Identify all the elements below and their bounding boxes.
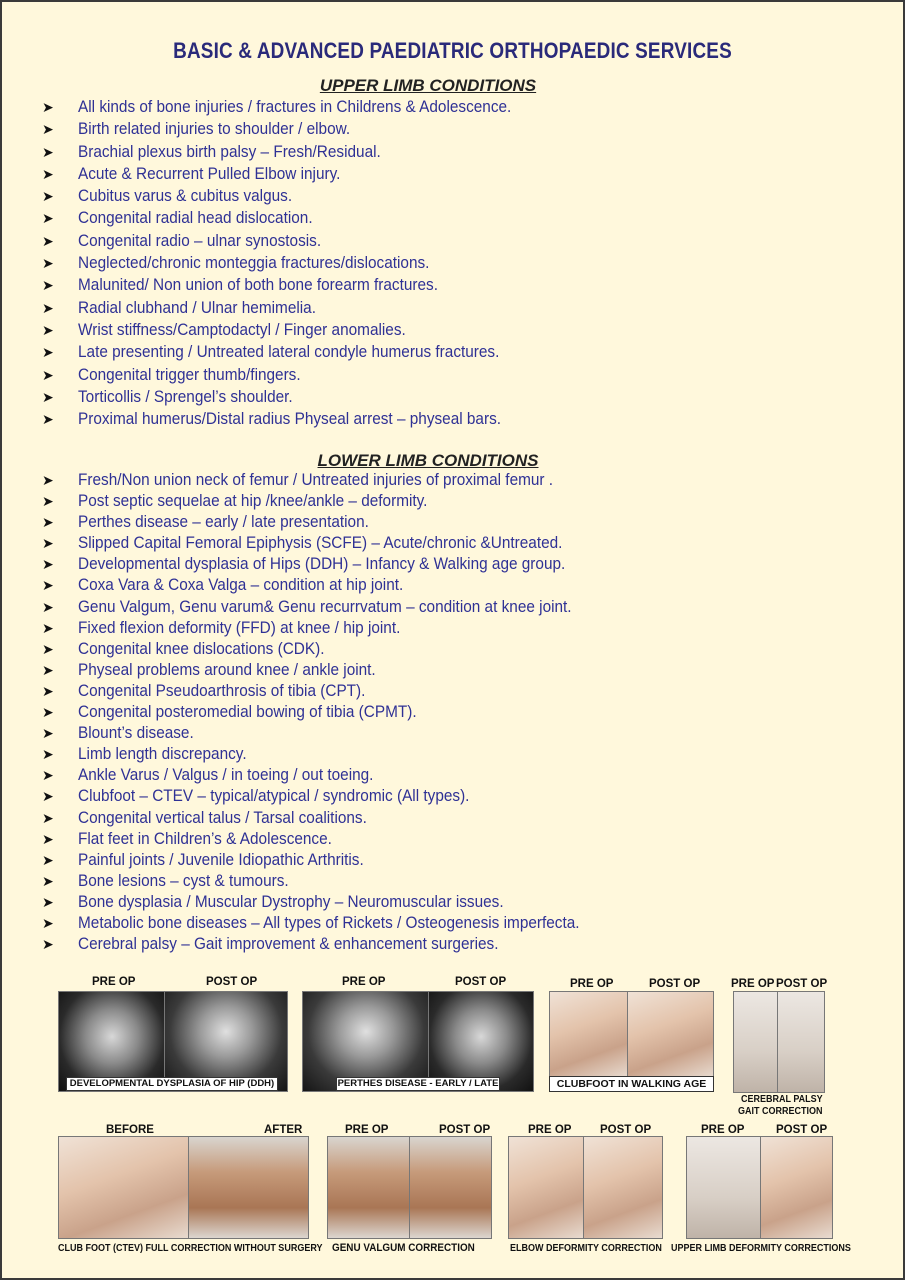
arrow-bullet-icon: ➤ [42,936,54,953]
upper-limb-item [42,274,544,296]
upper-limb-post-op-photo [760,1136,833,1239]
upper-limb-list [42,96,544,430]
ddh-pre-op-label: PRE OP [92,976,136,988]
upper-limb-item-text: Proximal humerus/Distal radius Physeal arrest – physeal bars. [78,410,502,429]
lower-limb-item-text: Ankle Varus / Valgus / in toeing / out toeing. [78,766,374,785]
ddh-post-op-label: POST OP [206,976,258,988]
genu-pre-op-photo [327,1136,411,1239]
elbow-caption: ELBOW DEFORMITY CORRECTION [510,1243,662,1254]
lower-limb-item [42,575,617,596]
lower-limb-item [42,892,617,913]
arrow-bullet-icon: ➤ [42,746,54,763]
arrow-bullet-icon: ➤ [42,661,54,678]
lower-limb-item-text: Bone lesions – cyst & tumours. [78,871,289,890]
upper-limb-item [42,207,544,229]
upper-limb-item-text: Neglected/chronic monteggia fractures/dislocations. [78,254,430,273]
arrow-bullet-icon: ➤ [42,809,54,826]
cp-post-op-photo [777,991,825,1093]
arrow-bullet-icon: ➤ [42,299,54,316]
ctev-before-label: BEFORE [106,1124,154,1136]
arrow-bullet-icon: ➤ [42,535,54,552]
lower-limb-item [42,491,617,512]
lower-limb-item-text: Physeal problems around knee / ankle joint. [78,660,376,679]
upper-limb-item-text: Congenital trigger thumb/fingers. [78,365,301,384]
lower-limb-item-text: Metabolic bone diseases – All types of Rickets / Osteogenesis imperfecta. [78,913,580,932]
upper-limb-item-text: Acute & Recurrent Pulled Elbow injury. [78,164,341,183]
upper-limb-item-text: Late presenting / Untreated lateral condyle humerus fractures. [78,343,500,362]
lower-limb-item-text: Coxa Vara & Coxa Valga – condition at hip joint. [78,576,404,595]
arrow-bullet-icon: ➤ [42,210,54,227]
upper-limb-item-text: Cubitus varus & cubitus valgus. [78,187,293,206]
arrow-bullet-icon: ➤ [42,143,54,160]
lower-limb-item-text: Fresh/Non union neck of femur / Untreated injuries of proximal femur . [78,471,554,489]
upper-limb-item-text: Radial clubhand / Ulnar hemimelia. [78,298,316,317]
genu-pre-op-label: PRE OP [345,1124,389,1136]
ctev-before-photo [58,1136,190,1239]
upper-limb-item [42,185,544,207]
lower-limb-item-text: Post septic sequelae at hip /knee/ankle – deformity. [78,492,428,511]
lower-limb-item-text: Bone dysplasia / Muscular Dystrophy – Neuromuscular issues. [78,892,504,911]
lower-limb-item [42,871,617,892]
upper-limb-item [42,341,544,363]
upper-limb-post-op-label: POST OP [776,1124,828,1136]
elbow-post-op-label: POST OP [600,1124,652,1136]
lower-limb-item-text: Fixed flexion deformity (FFD) at knee / hip joint. [78,618,401,637]
arrow-bullet-icon: ➤ [42,165,54,182]
arrow-bullet-icon: ➤ [42,232,54,249]
upper-limb-item [42,408,544,430]
lower-limb-item-text: Cerebral palsy – Gait improvement & enhancement surgeries. [78,935,499,954]
arrow-bullet-icon: ➤ [42,619,54,636]
upper-limb-item-text: Brachial plexus birth palsy – Fresh/Residual. [78,142,381,161]
upper-limb-item [42,297,544,319]
lower-limb-item [42,723,617,744]
lower-limb-item-text: Congenital posteromedial bowing of tibia (CPMT). [78,703,417,722]
upper-limb-item [42,230,544,252]
lower-limb-item [42,512,617,533]
lower-limb-item [42,639,617,660]
lower-limb-item [42,702,617,723]
upper-limb-item-text: Congenital radial head dislocation. [78,209,313,228]
upper-limb-item [42,163,544,185]
lower-limb-heading: LOWER LIMB CONDITIONS [317,451,539,470]
arrow-bullet-icon: ➤ [42,788,54,805]
upper-limb-heading: UPPER LIMB CONDITIONS [319,76,537,95]
clubfoot-walking-caption: CLUBFOOT IN WALKING AGE [549,1076,714,1092]
lower-limb-item-text: Blount’s disease. [78,724,194,743]
arrow-bullet-icon: ➤ [42,556,54,573]
lower-limb-item [42,554,617,575]
cp-pre-op-photo [733,991,779,1093]
upper-limb-item-text: Congenital radio – ulnar synostosis. [78,231,322,250]
cp-caption-line1: CEREBRAL PALSY [741,1094,823,1105]
upper-limb-item [42,386,544,408]
lower-limb-item-text: Flat feet in Children’s & Adolescence. [78,829,332,848]
ctev-after-label: AFTER [264,1124,303,1136]
genu-post-op-photo [409,1136,492,1239]
perthes-pre-op-label: PRE OP [342,976,386,988]
genu-caption: GENU VALGUM CORRECTION [332,1242,475,1254]
lower-limb-item-text: Genu Valgum, Genu varum& Genu recurrvatum – condition at knee joint. [78,597,572,616]
perthes-post-op-label: POST OP [455,976,507,988]
genu-post-op-label: POST OP [439,1124,491,1136]
upper-limb-item [42,141,544,163]
arrow-bullet-icon: ➤ [42,640,54,657]
lower-limb-item-text: Congenital vertical talus / Tarsal coalitions. [78,808,367,827]
clubfoot-pre-op-photo [549,991,629,1078]
arrow-bullet-icon: ➤ [42,121,54,138]
upper-limb-item-text: Torticollis / Sprengel’s shoulder. [78,387,293,406]
arrow-bullet-icon: ➤ [42,830,54,847]
cp-caption-line2: GAIT CORRECTION [738,1106,823,1117]
arrow-bullet-icon: ➤ [42,598,54,615]
arrow-bullet-icon: ➤ [42,872,54,889]
lower-limb-item-text: Painful joints / Juvenile Idiopathic Arthritis. [78,850,364,869]
arrow-bullet-icon: ➤ [42,277,54,294]
arrow-bullet-icon: ➤ [42,893,54,910]
upper-limb-item [42,364,544,386]
lower-limb-item [42,470,617,491]
arrow-bullet-icon: ➤ [42,366,54,383]
lower-limb-item [42,533,617,554]
lower-limb-item [42,618,617,639]
upper-limb-item-text: Malunited/ Non union of both bone forearm fractures. [78,276,438,295]
arrow-bullet-icon: ➤ [42,851,54,868]
lower-limb-item-text: Limb length discrepancy. [78,745,247,764]
lower-limb-item-text: Perthes disease – early / late presentation. [78,513,369,532]
lower-limb-item [42,808,617,829]
elbow-post-op-photo [583,1136,663,1239]
ddh-caption: DEVELOPMENTAL DYSPLASIA OF HIP (DDH) [66,1077,278,1091]
upper-limb-caption: UPPER LIMB DEFORMITY CORRECTIONS [671,1243,851,1254]
upper-limb-item-text: Wrist stiffness/Camptodactyl / Finger anomalies. [78,320,406,339]
arrow-bullet-icon: ➤ [42,344,54,361]
upper-limb-item [42,118,544,140]
arrow-bullet-icon: ➤ [42,682,54,699]
elbow-pre-op-label: PRE OP [528,1124,572,1136]
clubfoot-pre-op-label: PRE OP [570,978,614,990]
page-title: BASIC & ADVANCED PAEDIATRIC ORTHOPAEDIC SERVICES [173,38,732,63]
lower-limb-item [42,765,617,786]
lower-limb-item [42,660,617,681]
upper-limb-item [42,96,544,118]
arrow-bullet-icon: ➤ [42,472,54,488]
ctev-after-photo [188,1136,309,1239]
lower-limb-item-text: Developmental dysplasia of Hips (DDH) – Infancy & Walking age group. [78,555,566,574]
perthes-caption: PERTHES DISEASE - EARLY / LATE [337,1078,499,1089]
lower-limb-list [42,470,617,955]
arrow-bullet-icon: ➤ [42,321,54,338]
lower-limb-item [42,934,617,955]
upper-limb-item [42,252,544,274]
lower-limb-item [42,850,617,871]
lower-limb-item [42,829,617,850]
lower-limb-item [42,681,617,702]
arrow-bullet-icon: ➤ [42,99,54,115]
elbow-pre-op-photo [508,1136,585,1239]
cp-pre-op-label: PRE OP [731,978,775,990]
arrow-bullet-icon: ➤ [42,411,54,428]
arrow-bullet-icon: ➤ [42,704,54,721]
ctev-caption: CLUB FOOT (CTEV) FULL CORRECTION WITHOUT SURGERY [58,1243,323,1254]
lower-limb-item [42,597,617,618]
upper-limb-item [42,319,544,341]
arrow-bullet-icon: ➤ [42,514,54,531]
lower-limb-item-text: Slipped Capital Femoral Epiphysis (SCFE) – Acute/chronic &Untreated. [78,534,563,553]
upper-limb-pre-op-label: PRE OP [701,1124,745,1136]
clubfoot-post-op-label: POST OP [649,978,701,990]
arrow-bullet-icon: ➤ [42,388,54,405]
arrow-bullet-icon: ➤ [42,255,54,272]
lower-limb-item-text: Clubfoot – CTEV – typical/atypical / syndromic (All types). [78,787,470,806]
arrow-bullet-icon: ➤ [42,914,54,931]
arrow-bullet-icon: ➤ [42,725,54,742]
arrow-bullet-icon: ➤ [42,767,54,784]
lower-limb-item [42,744,617,765]
arrow-bullet-icon: ➤ [42,493,54,510]
lower-limb-item-text: Congenital Pseudoarthrosis of tibia (CPT). [78,681,366,700]
arrow-bullet-icon: ➤ [42,577,54,594]
lower-limb-item [42,786,617,807]
clubfoot-post-op-photo [627,991,714,1078]
lower-limb-item-text: Congenital knee dislocations (CDK). [78,639,325,658]
upper-limb-pre-op-photo [686,1136,762,1239]
lower-limb-item [42,913,617,934]
arrow-bullet-icon: ➤ [42,188,54,205]
cp-post-op-label: POST OP [776,978,828,990]
upper-limb-item-text: Birth related injuries to shoulder / elbow. [78,120,351,139]
upper-limb-item-text: All kinds of bone injuries / fractures in Childrens & Adolescence. [78,98,512,116]
